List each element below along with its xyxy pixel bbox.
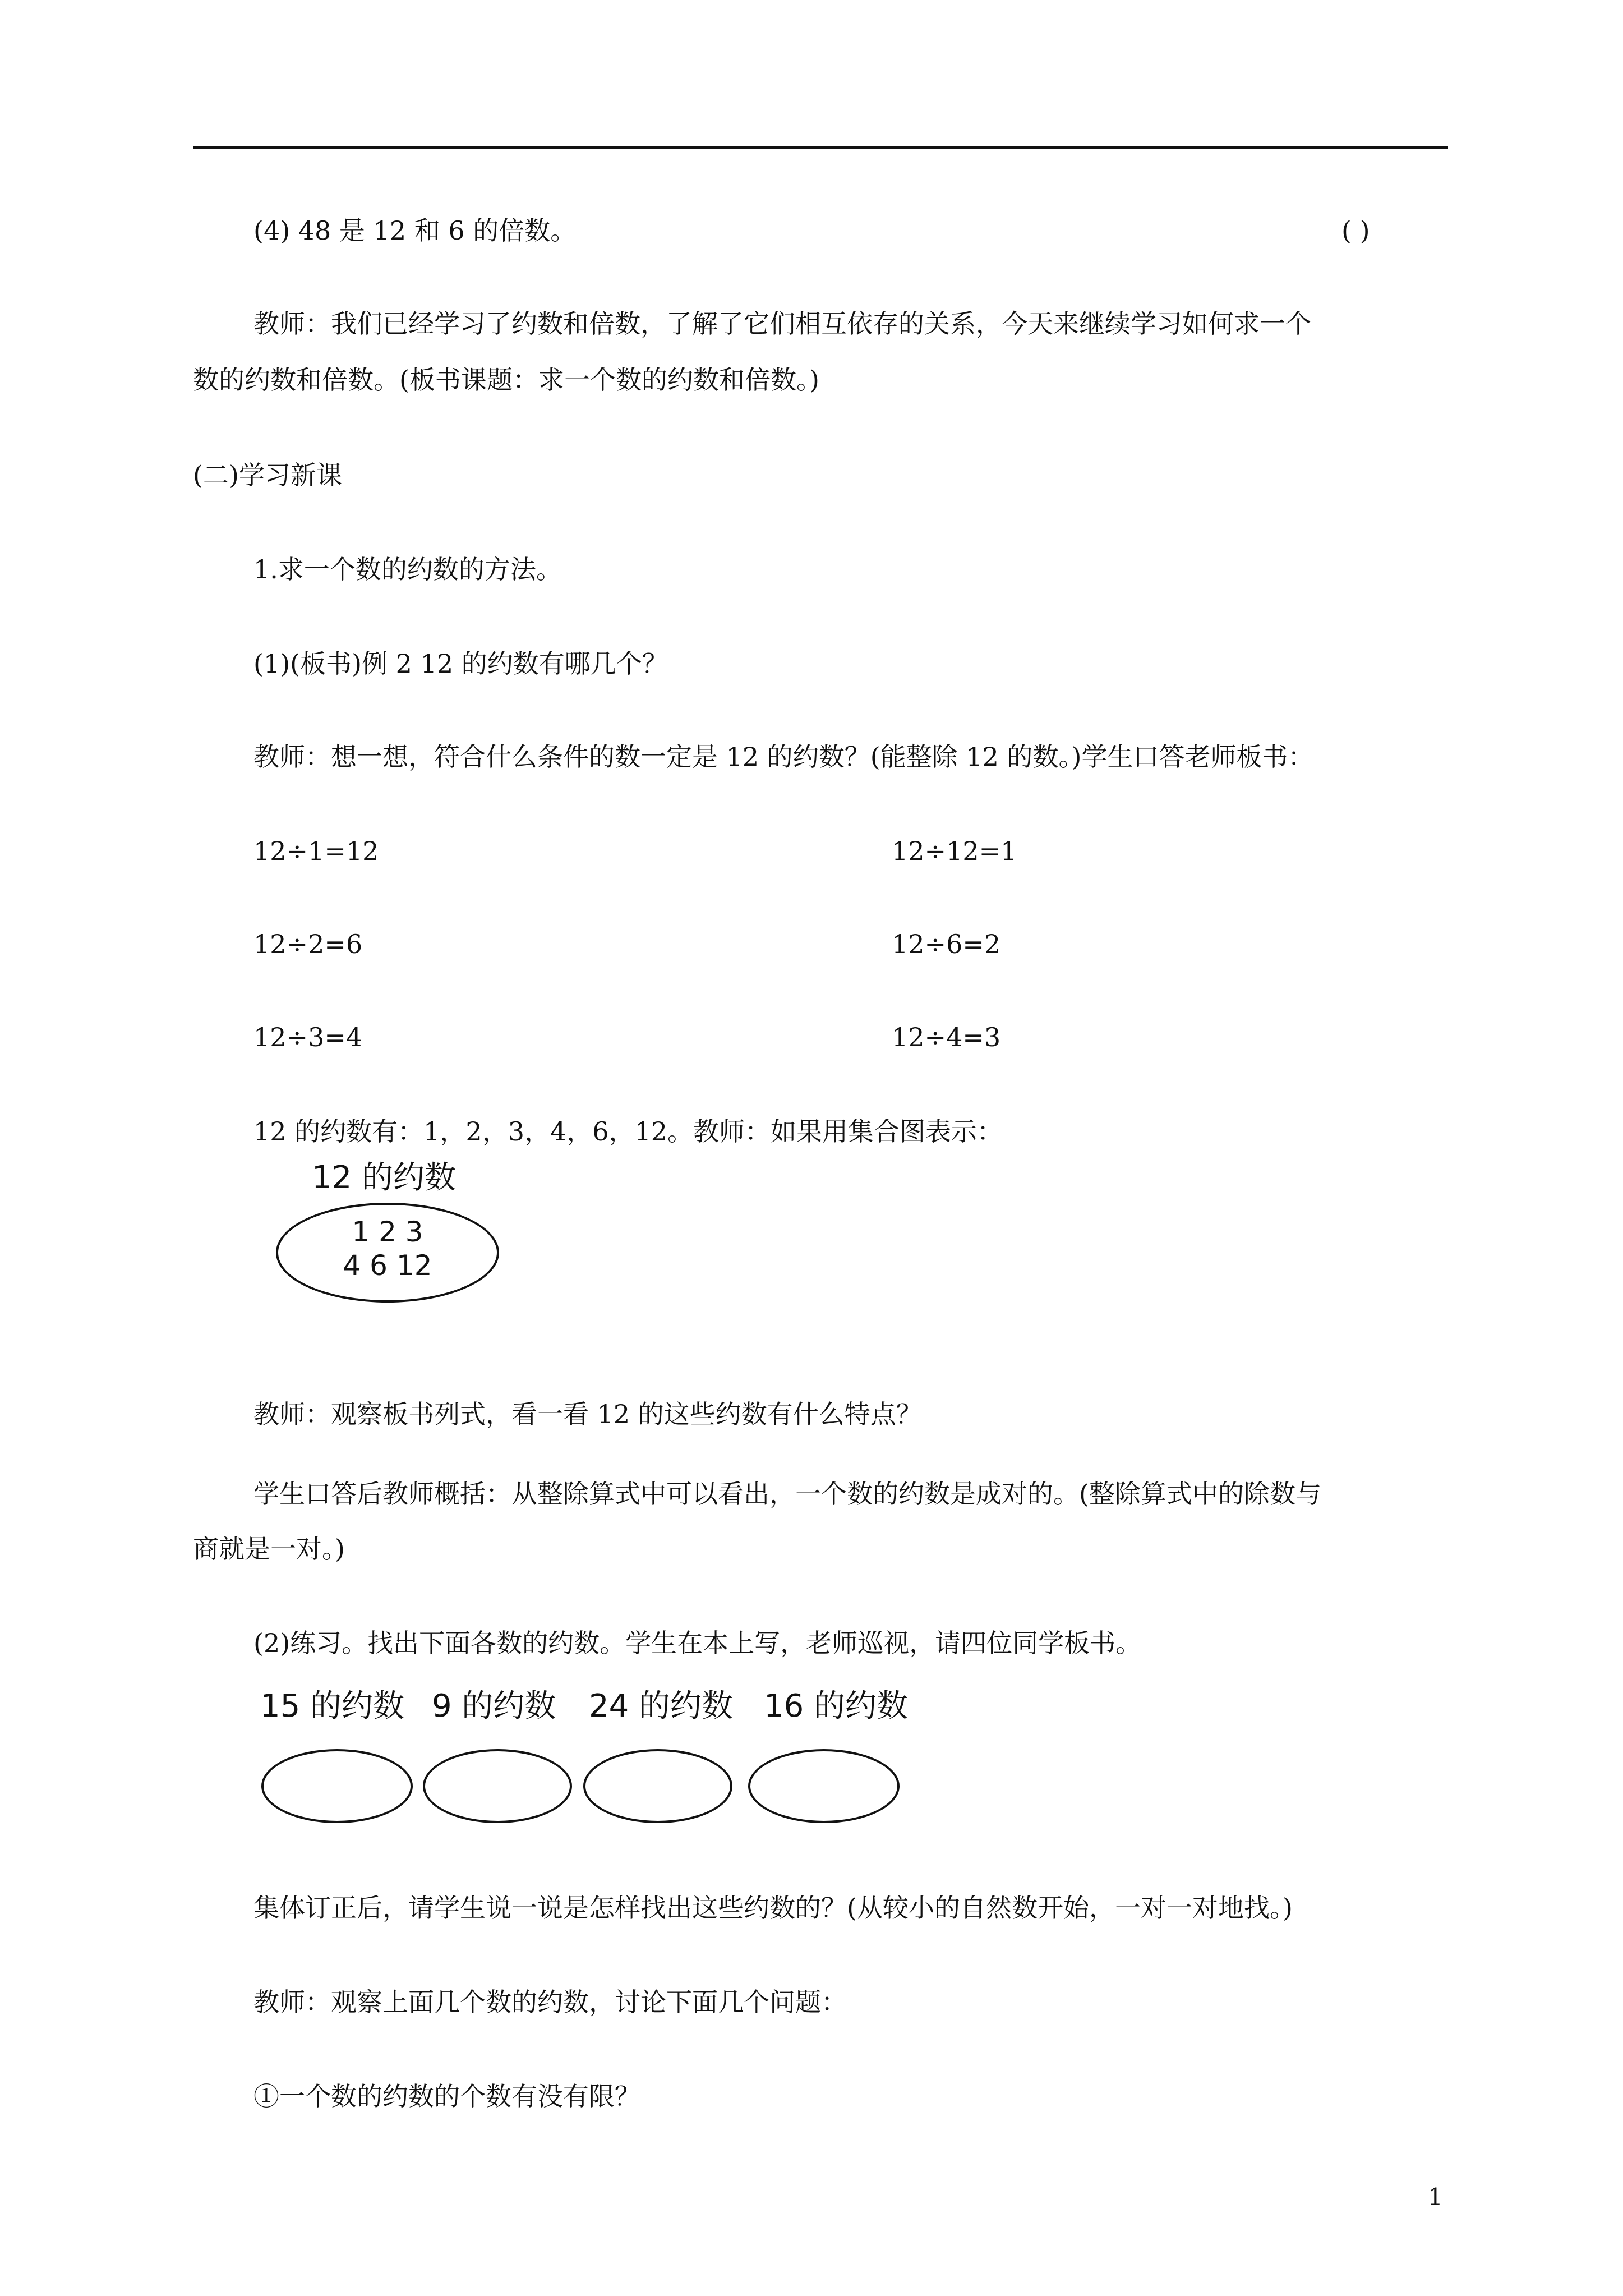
answer-parentheses: ( ) (1341, 215, 1370, 246)
summary-line-2: 商就是一对。) (193, 1534, 345, 1564)
equation-right-1: 12÷12=1 (892, 836, 1017, 866)
summary-line-1: 学生口答后教师概括：从整除算式中可以看出，一个数的约数是成对的。(整除算式中的除数与 (253, 1479, 1321, 1509)
set-diagram-row-2: 4 6 12 (343, 1249, 432, 1282)
practice-set-label-15: 15 的约数 (260, 1688, 405, 1724)
practice-set-ellipse-9 (423, 1749, 572, 1823)
example-2: (1)(板书)例 2 12 的约数有哪几个？ (253, 648, 668, 679)
teacher-discuss: 教师：观察上面几个数的约数，讨论下面几个问题： (253, 1987, 847, 2017)
header-rule (193, 146, 1448, 149)
equation-right-3: 12÷4=3 (892, 1022, 1001, 1052)
practice-set-label-9: 9 的约数 (432, 1688, 556, 1724)
practice-set-label-16: 16 的约数 (764, 1688, 909, 1724)
equation-left-2: 12÷2=6 (253, 929, 363, 959)
teacher-intro-line-2: 数的约数和倍数。(板书课题：求一个数的约数和倍数。) (193, 365, 819, 395)
practice-instruction: (2)练习。找出下面各数的约数。学生在本上写，老师巡视，请四位同学板书。 (253, 1628, 1142, 1658)
equation-left-3: 12÷3=4 (253, 1022, 363, 1052)
equation-left-1: 12÷1=12 (253, 836, 379, 866)
equation-right-2: 12÷6=2 (892, 929, 1001, 959)
teacher-observe: 教师：观察板书列式，看一看 12 的这些约数有什么特点？ (253, 1399, 922, 1429)
practice-set-label-24: 24 的约数 (589, 1688, 734, 1724)
page-number: 1 (1428, 2183, 1443, 2211)
set-diagram-row-1: 1 2 3 (352, 1216, 423, 1248)
practice-set-ellipse-16 (748, 1749, 900, 1823)
collective-correction: 集体订正后，请学生说一说是怎样找出这些约数的？(从较小的自然数开始，一对一对地找。) (253, 1893, 1293, 1923)
question-4: (4) 48 是 12 和 6 的倍数。 (253, 215, 577, 246)
section-heading: (二)学习新课 (193, 460, 342, 490)
discussion-question-1: ①一个数的约数的个数有没有限？ (253, 2081, 640, 2111)
practice-set-ellipse-15 (261, 1749, 413, 1823)
practice-set-ellipse-24 (583, 1749, 732, 1823)
teacher-intro-line-1: 教师：我们已经学习了约数和倍数，了解了它们相互依存的关系，今天来继续学习如何求一个 (253, 309, 1311, 339)
set-diagram-title: 12 的约数 (312, 1159, 457, 1196)
divisors-of-12: 12 的约数有：1，2，3，4，6，12。教师：如果用集合图表示： (253, 1116, 1003, 1147)
item-1-heading: 1.求一个数的约数的方法。 (253, 554, 562, 585)
teacher-think: 教师：想一想，符合什么条件的数一定是 12 的约数？(能整除 12 的数。)学生口答老师板书： (253, 742, 1314, 772)
